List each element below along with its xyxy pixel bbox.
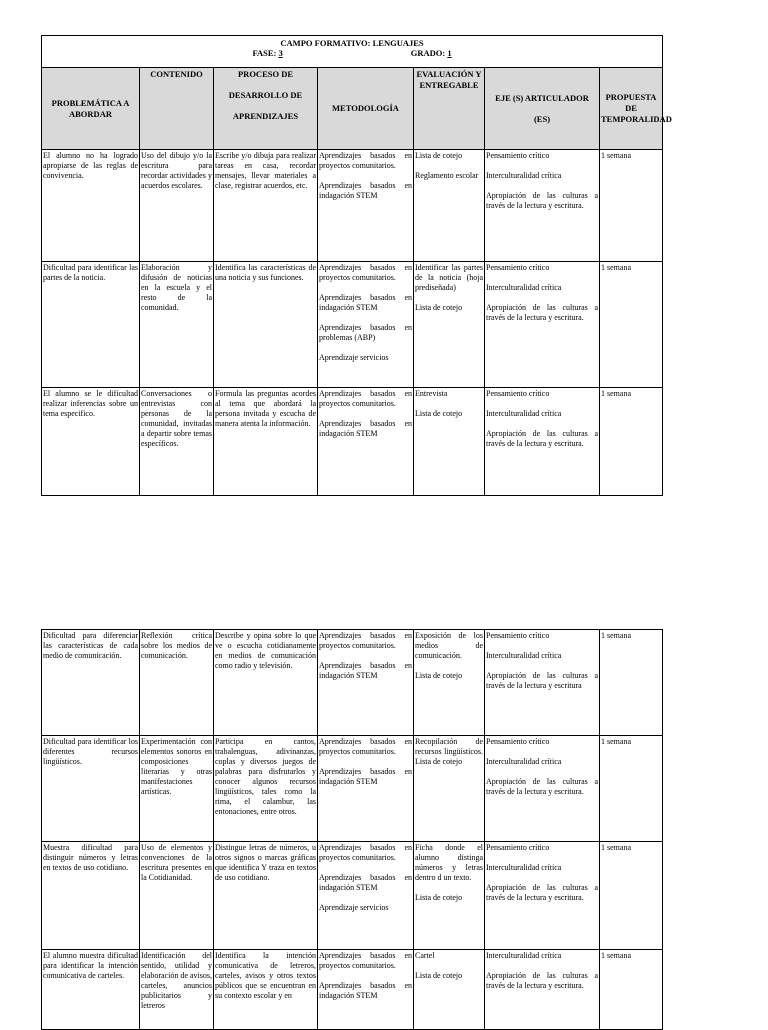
cell-paragraph: Apropiación de las culturas a través de la lectura y escritura. [486,883,598,902]
campo-formativo: CAMPO FORMATIVO: LENGUAJES [280,38,424,48]
cell-contenido: Conversaciones o entrevistas con personas de la comunidad, invitadas a departir sobre temas específicos. [140,388,214,496]
col-problematica: PROBLEMÁTICA A ABORDAR [42,68,140,150]
cell-metodologia [318,630,414,736]
table-row [42,842,663,950]
cell-temporalidad: 1 semana [600,150,663,262]
cell-paragraph: Aprendizajes basados en indagación STEM [319,293,412,312]
fase-label: FASE: 3 [252,48,283,58]
cell-paragraph: Pensamiento crítico [486,263,550,272]
cell-evaluacion [414,388,485,496]
cell-paragraph: Aprendizajes basados en proyectos comunitarios. [319,389,412,408]
cell-paragraph: Apropiación de las culturas a través de la lectura y escritura. [486,777,598,796]
cell-contenido: Experimentación con elementos sonoros en composiciones literarias y otras manifestaciones artísticas. [140,736,214,842]
col-proceso: PROCESO DE DESARROLLO DE APRENDIZAJES [214,68,318,150]
cell-paragraph: Apropiación de las culturas a través de la lectura y escritura. [486,429,598,448]
cell-paragraph: Aprendizajes basados en indagación STEM [319,181,412,200]
cell-evaluacion [414,150,485,262]
cell-paragraph: Lista de cotejo [415,151,463,160]
cell-metodologia [318,150,414,262]
cell-paragraph: Interculturalidad crítica [486,171,562,180]
cell-paragraph: Aprendizajes basados en indagación STEM [319,981,412,1000]
grado-label: GRADO: 1 [410,48,452,58]
cell-paragraph: Lista de cotejo [415,303,463,312]
cell-paragraph: Lista de cotejo [415,409,463,418]
cell-evaluacion [414,950,485,1030]
planning-table-page1 [41,35,672,496]
cell-paragraph: Recopilación de recursos lingüísticos. Lista de cotejo [415,737,483,766]
cell-paragraph: Interculturalidad crítica [486,757,562,766]
cell-problematica: El alumno no ha logrado apropiarse de las reglas de convivencia. [42,150,140,262]
cell-paragraph: Apropiación de las culturas a través de la lectura y escritura. [486,971,598,990]
cell-paragraph: Aprendizajes basados en indagación STEM [319,767,412,786]
cell-metodologia [318,388,414,496]
cell-paragraph: Aprendizajes basados en proyectos comunitarios. [319,263,412,282]
cell-paragraph: Aprendizajes basados en proyectos comunitarios. [319,737,412,756]
cell-temporalidad: 1 semana [600,630,663,736]
col-temporalidad: PROPUESTA DE TEMPORALIDAD [600,68,663,150]
cell-proceso: Identifica la intención comunicativa de letreros, carteles, avisos y otros textos públicos que se encuentran en su contexto escolar y en [214,950,318,1030]
cell-paragraph: Lista de cotejo [415,671,463,680]
table-row [42,950,663,1030]
cell-temporalidad: 1 semana [600,950,663,1030]
cell-eje [485,950,600,1030]
cell-paragraph: Aprendizajes basados en proyectos comunitarios. [319,843,412,862]
cell-paragraph: Apropiación de las culturas a través de la lectura y escritura. [486,191,598,210]
cell-problematica: El alumno muestra dificultad para identificar la intención comunicativa de carteles. [42,950,140,1030]
cell-contenido: Identificación del sentido, utilidad y elaboración de avisos, carteles, anuncios publicitarios y letreros [140,950,214,1030]
cell-eje [485,842,600,950]
cell-paragraph: Interculturalidad crítica [486,651,562,660]
cell-evaluacion [414,842,485,950]
cell-paragraph: Apropiación de las culturas a través de la lectura y escritura [486,671,598,690]
cell-problematica: Dificultad para identificar los diferentes recursos lingüísticos. [42,736,140,842]
cell-problematica: Dificultad para diferenciar las características de cada medio de comunicación. [42,630,140,736]
cell-proceso: Describe y opina sobre lo que ve o escucha cotidianamente en medios de comunicación como radio y televisión. [214,630,318,736]
cell-contenido: Elaboración y difusión de noticias en la escuela y el resto de la comunidad. [140,262,214,388]
cell-paragraph: Pensamiento crítico [486,737,550,746]
table-row [42,262,663,388]
cell-paragraph: Cartel [415,951,435,960]
cell-proceso: Identifica las características de una noticia y sus funciones. [214,262,318,388]
cell-metodologia [318,950,414,1030]
cell-proceso: Escribe y/o dibuja para realizar tareas en casa, recordar mensajes, llevar materiales a clase, registrar acuerdos, etc. [214,150,318,262]
cell-paragraph: Interculturalidad crítica [486,409,562,418]
cell-eje [485,262,600,388]
cell-paragraph: Pensamiento crítico [486,151,550,160]
cell-paragraph: Identificar las partes de la noticia (hoja prediseñada) [415,263,483,292]
cell-temporalidad: 1 semana [600,388,663,496]
cell-paragraph: Pensamiento crítico [486,389,550,398]
cell-temporalidad: 1 semana [600,736,663,842]
cell-paragraph: Interculturalidad crítica [486,951,562,960]
cell-paragraph: Aprendizajes basados en indagación STEM [319,419,412,438]
cell-paragraph: Aprendizaje servicios [319,903,389,912]
cell-paragraph: Aprendizajes basados en proyectos comunitarios. [319,631,412,650]
cell-contenido: Reflexión crítica sobre los medios de comunicación. [140,630,214,736]
cell-temporalidad: 1 semana [600,842,663,950]
cell-paragraph: Entrevista [415,389,448,398]
cell-proceso: Formula las preguntas acordes al tema que abordará la persona invitada y escucha de manera atenta la información. [214,388,318,496]
col-eje: EJE (S) ARTICULADOR (ES) [485,68,600,150]
cell-evaluacion [414,262,485,388]
cell-paragraph: Aprendizajes basados en problemas (ABP) [319,323,412,342]
cell-metodologia [318,262,414,388]
cell-problematica: Dificultad para identificar las partes de la noticia. [42,262,140,388]
cell-paragraph: Aprendizajes basados en indagación STEM [319,661,412,680]
table-row [42,736,663,842]
planning-table-page2 [41,629,663,1030]
cell-paragraph: Lista de cotejo [415,893,463,902]
cell-paragraph: Reglamento escolar [415,171,479,180]
table-row [42,150,663,262]
document-title [42,36,663,68]
cell-paragraph: Aprendizajes basados en indagación STEM [319,873,412,892]
cell-proceso: Distingue letras de números, u otros signos o marcas gráficas que identifica Y traza en textos de uso cotidiano. [214,842,318,950]
cell-paragraph: Exposición de los medios de comunicación. [415,631,483,660]
cell-paragraph: Lista de cotejo [415,971,463,980]
cell-contenido: Uso del dibujo y/o la escritura para recordar actividades y acuerdos escolares. [140,150,214,262]
cell-paragraph: Aprendizajes basados en proyectos comunitarios. [319,951,412,970]
cell-evaluacion [414,736,485,842]
cell-paragraph: Ficha donde el alumno distinga números y letras dentro d un texto. [415,843,483,882]
cell-metodologia [318,736,414,842]
cell-paragraph: Interculturalidad crítica [486,863,562,872]
cell-evaluacion [414,630,485,736]
cell-temporalidad: 1 semana [600,262,663,388]
col-evaluacion: EVALUACIÓN Y ENTREGABLE [414,68,485,150]
col-metodologia: METODOLOGÍA [318,68,414,150]
cell-paragraph: Apropiación de las culturas a través de la lectura y escritura. [486,303,598,322]
cell-eje [485,736,600,842]
cell-problematica: Muestra dificultad para distinguir números y letras en textos de uso cotidiano. [42,842,140,950]
cell-eje [485,150,600,262]
table-row [42,630,663,736]
cell-eje [485,630,600,736]
cell-proceso: Participa en cantos, trabalenguas, adivinanzas, coplas y diversos juegos de palabras para disfrutarlos y conocer algunos recursos lingüísticos, tales como la rima, el calambur, las entonaciones, entre otros. [214,736,318,842]
cell-contenido: Uso de elementos y convenciones de la escritura presentes en la Cotidianidad. [140,842,214,950]
cell-paragraph: Interculturalidad crítica [486,283,562,292]
cell-eje [485,388,600,496]
col-contenido: CONTENIDO [140,68,214,150]
cell-paragraph: Pensamiento crítico [486,843,550,852]
table-row [42,388,663,496]
cell-metodologia [318,842,414,950]
cell-paragraph: Aprendizajes basados en proyectos comunitarios. [319,151,412,170]
cell-problematica: El alumno se le dificultad realizar inferencias sobre un tema especifico. [42,388,140,496]
cell-paragraph: Pensamiento crítico [486,631,550,640]
cell-paragraph: Aprendizaje servicios [319,353,389,362]
